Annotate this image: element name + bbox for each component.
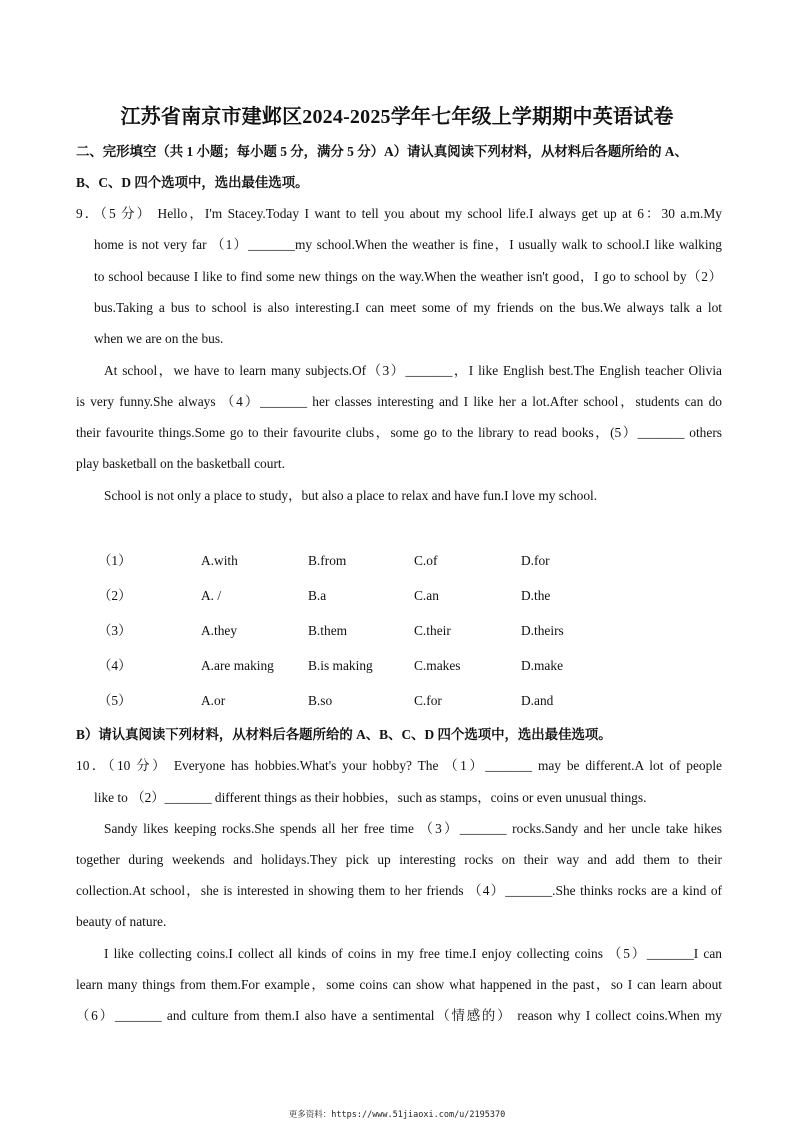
q9-line-8: their favourite things.Some go to their favourite clubs，some go to the library to read books，(5）_______ others: [76, 425, 722, 440]
option-number: （5）: [98, 693, 132, 708]
q10-line-7: I like collecting coins.I collect all kinds of coins in my free time.I enjoy collecting coins （5）_______I can: [104, 946, 722, 961]
option-number: （1）: [98, 553, 132, 568]
option-c[interactable]: C.makes: [414, 658, 461, 673]
q9-line-10: School is not only a place to study，but also a place to relax and have fun.I love my school.: [104, 488, 598, 503]
option-d[interactable]: D.theirs: [521, 623, 564, 638]
q9-line-3: to school because I like to find some new things on the way.When the weather isn't good，I go to school by（2）: [94, 269, 722, 284]
q10-line-9: （6）_______ and culture from them.I also have a sentimental（情感的） reason why I collect coins.When my: [76, 1008, 722, 1023]
q10-line-6: beauty of nature.: [76, 914, 167, 929]
option-d[interactable]: D.the: [521, 588, 551, 603]
option-b[interactable]: B.so: [308, 693, 333, 708]
q10-line-3: Sandy likes keeping rocks.She spends all her free time （3）_______ rocks.Sandy and her uncle take hikes: [104, 821, 722, 836]
option-c[interactable]: C.of: [414, 553, 438, 568]
option-b[interactable]: B.from: [308, 553, 347, 568]
option-a[interactable]: A.are making: [201, 658, 274, 673]
option-number: （2）: [98, 588, 132, 603]
option-d[interactable]: D.and: [521, 693, 554, 708]
option-number: （4）: [98, 658, 132, 673]
option-b[interactable]: B.them: [308, 623, 348, 638]
section2-instruction-line2: B、C、D 四个选项中，选出最佳选项。: [76, 175, 309, 190]
option-b[interactable]: B.a: [308, 588, 327, 603]
option-number: （3）: [98, 623, 132, 638]
q9-line-7: is very funny.She always （4）_______ her classes interesting and I like her a lot.After school，students can do: [76, 394, 722, 409]
option-c[interactable]: C.an: [414, 588, 439, 603]
sectionB-instruction: B）请认真阅读下列材料，从材料后各题所给的 A、B、C、D 四个选项中，选出最佳选项。: [76, 727, 612, 742]
option-c[interactable]: C.their: [414, 623, 451, 638]
option-d[interactable]: D.for: [521, 553, 550, 568]
q9-line-4: bus.Taking a bus to school is also interesting.I can meet some of my friends on the bus.We always talk a lot: [94, 300, 722, 315]
q9-line-6: At school，we have to learn many subjects.Of（3）_______，I like English best.The English teacher Olivia: [104, 363, 722, 378]
option-a[interactable]: A. /: [201, 588, 222, 603]
option-b[interactable]: B.is making: [308, 658, 373, 673]
q10-line-1: 10．（10 分） Everyone has hobbies.What's your hobby? The （1）_______ may be different.A lot of people: [76, 758, 722, 773]
option-a[interactable]: A.or: [201, 693, 226, 708]
q9-line-2: home is not very far （1）_______my school.When the weather is fine，I usually walk to school.I like walking: [94, 237, 722, 252]
option-c[interactable]: C.for: [414, 693, 442, 708]
q9-line-1: 9．（5 分） Hello，I'm Stacey.Today I want to tell you about my school life.I always get up at 6：30 a.m.My: [76, 206, 722, 221]
page-title: 江苏省南京市建邺区2024-2025学年七年级上学期期中英语试卷: [120, 106, 674, 128]
option-a[interactable]: A.with: [201, 553, 238, 568]
q10-line-8: learn many things from them.For example，some coins can show what happened in the past，so I can learn about: [76, 977, 722, 992]
q9-line-9: play basketball on the basketball court.: [76, 456, 285, 471]
q10-line-4: together during weekends and holidays.They pick up interesting rocks on their way and add them to their: [76, 852, 722, 867]
option-d[interactable]: D.make: [521, 658, 564, 673]
q9-line-5: when we are on the bus.: [94, 331, 224, 346]
footer-link[interactable]: 更多资料：https://www.51jiaoxi.com/u/2195370: [288, 1110, 506, 1120]
section2-instruction-line1: 二、完形填空（共 1 小题；每小题 5 分，满分 5 分）A）请认真阅读下列材料，从材料后各题所给的 A、: [76, 144, 688, 159]
q10-line-2: like to （2）_______ different things as their hobbies，such as stamps，coins or even unusual things.: [94, 790, 647, 805]
option-a[interactable]: A.they: [201, 623, 238, 638]
q10-line-5: collection.At school，she is interested in showing them to her friends （4）_______.She thinks rocks are a kind of: [76, 883, 722, 898]
